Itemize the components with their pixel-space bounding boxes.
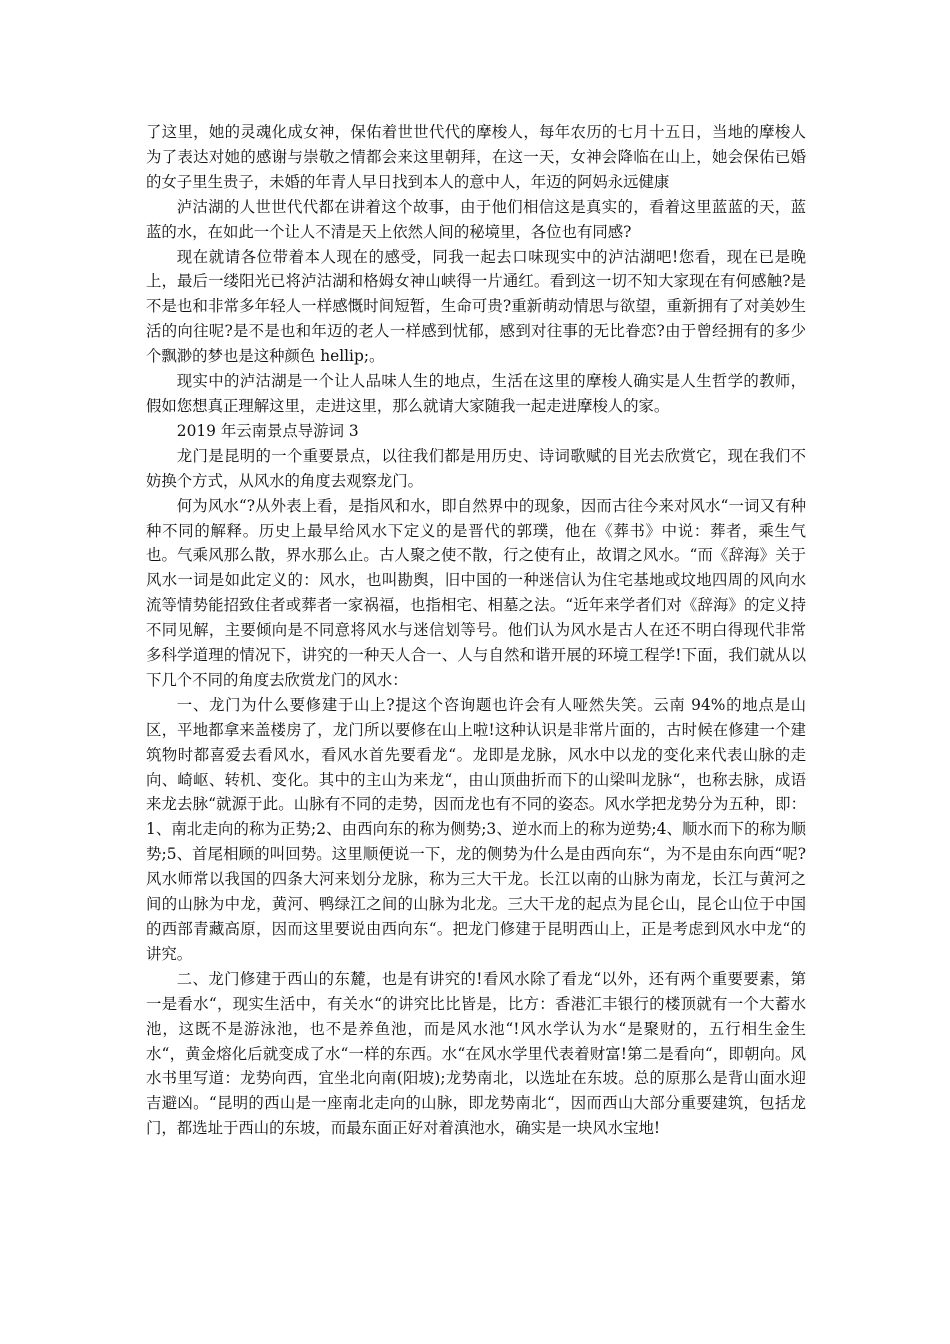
paragraph-6: 龙门是昆明的一个重要景点，以往我们都是用历史、诗词歌赋的目光去欣赏它，现在我们不妨换个方式，从风水的角度去观察龙门。	[146, 446, 806, 490]
paragraph-8: 一、龙门为什么要修建于山上?提这个咨询题也许会有人哑然失笑。云南 94%的地点是山区，平地都拿来盖楼房了，龙门所以要修在山上啦!这种认识是非常片面的，古时候在修建一个建筑物时都喜爱去看风水，看风水首先要看龙“。龙即是龙脉，风水中以龙的变化来代表山脉的走向、崎岖、转机、变化。其中的主山为来龙“，由山顶曲折而下的山梁叫龙脉“，也称去脉，成语来龙去脉“就源于此。山脉有不同的走势，因而龙也有不同的姿态。风水学把龙势分为五种，即：1、南北走向的称为正势;2、由西向东的称为侧势;3、逆水而上的称为逆势;4、顺水而下的称为顺势;5、首尾相顾的叫回势。这里顺便说一下，龙的侧势为什么是由西向东“，为不是由东向西“呢?风水师常以我国的四条大河来划分龙脉，称为三大干龙。长江以南的山脉为南龙，长江与黄河之间的山脉为中龙，黄河、鸭绿江之间的山脉为北龙。三大干龙的起点为昆仑山，昆仑山位于中国的西部青藏高原，因而这里要说由西向东“。把龙门修建于昆明西山上，正是考虑到风水中龙“的讲究。	[146, 695, 806, 963]
paragraph-9: 二、龙门修建于西山的东麓，也是有讲究的!看风水除了看龙“以外，还有两个重要要素，第一是看水“，现实生活中，有关水“的讲究比比皆是，比方：香港汇丰银行的楼顶就有一个大蓄水池，这既不是游泳池，也不是养鱼池，而是风水池“!风水学认为水“是聚财的，五行相生金生水“，黄金熔化后就变成了水“一样的东西。水“在风水学里代表着财富!第二是看向“，即朝向。风水书里写道：龙势向西，宜坐北向南(阳坡);龙势南北，以选址在东坡。总的原那么是背山面水迎吉避凶。“昆明的西山是一座南北走向的山脉，即龙势南北“，因而西山大部分重要建筑，包括龙门，都选址于西山的东坡，而最东面正好对着滇池水，确实是一块风水宝地!	[146, 969, 806, 1138]
paragraph-7: 何为风水“?从外表上看，是指风和水，即自然界中的现象，因而古往今来对风水“一词又有种种不同的解释。历史上最早给风水下定义的是晋代的郭璞，他在《葬书》中说：葬者，乘生气也。气乘风那么散，界水那么止。古人聚之使不散，行之使有止，故谓之风水。“而《辞海》关于风水一词是如此定义的：风水，也叫勘舆，旧中国的一种迷信认为住宅基地或坟地四周的风向水流等情势能招致住者或葬者一家祸福，也指相宅、相墓之法。“近年来学者们对《辞海》的定义持不同见解，主要倾向是不同意将风水与迷信划等号。他们认为风水是古人在还不明白得现代非常多科学道理的情况下，讲究的一种天人合一、人与自然和谐开展的环境工程学!下面，我们就从以下几个不同的角度去欣赏龙门的风水：	[146, 496, 806, 689]
paragraph-2: 泸沽湖的人世世代代都在讲着这个故事，由于他们相信这是真实的，看着这里蓝蓝的天，蓝蓝的水，在如此一个让人不清是天上依然人间的秘境里，各位也有同感?	[146, 197, 806, 241]
paragraph-1: 了这里，她的灵魂化成女神，保佑着世世代代的摩梭人，每年农历的七月十五日，当地的摩梭人为了表达对她的感谢与崇敬之情都会来这里朝拜，在这一天，女神会降临在山上，她会保佑已婚的女子里生贵子，未婚的年青人早日找到本人的意中人，年迈的阿妈永远健康	[146, 123, 806, 191]
document-page	[146, 120, 806, 1141]
paragraph-3: 现在就请各位带着本人现在的感受，同我一起去口味现实中的泸沽湖吧!您看，现在已是晚上，最后一缕阳光已将泸沽湖和格姆女神山峡得一片通红。看到这一切不知大家现在有何感触?是不是也和非常多年轻人一样感慨时间短暂，生命可贵?重新萌动情思与欲望，重新拥有了对美妙生活的向往呢?是不是也和年迈的老人一样感到忧郁，感到对往事的无比眷恋?由于曾经拥有的多少个飘渺的梦也是这种颜色 hellip;。	[146, 247, 806, 366]
section-heading: 2019 年云南景点导游词 3	[176, 421, 359, 440]
paragraph-4: 现实中的泸沽湖是一个让人品味人生的地点，生活在这里的摩梭人确实是人生哲学的教师，假如您想真正理解这里，走进这里，那么就请大家随我一起走进摩梭人的家。	[146, 372, 806, 415]
